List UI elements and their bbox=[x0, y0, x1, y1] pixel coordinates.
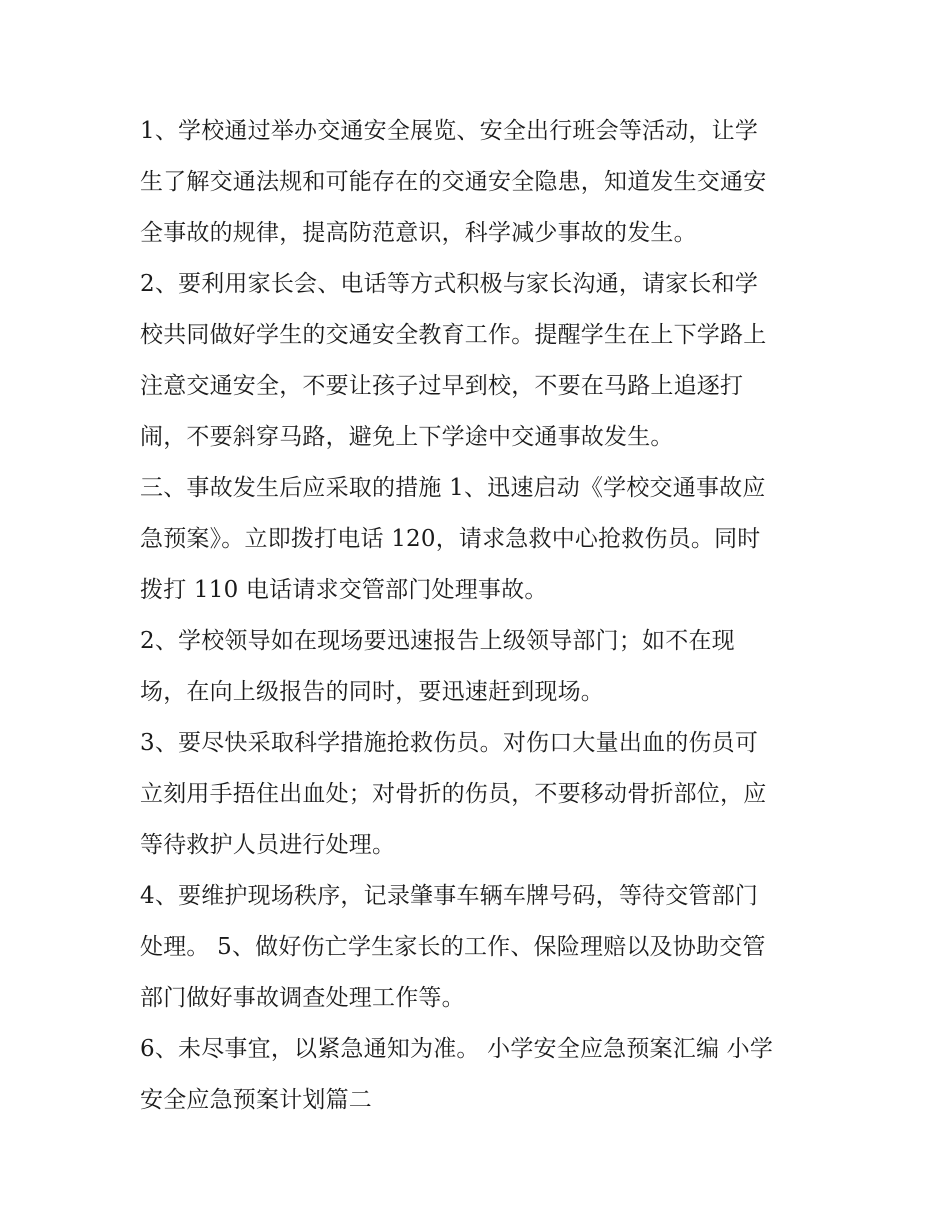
text-line: 急预案》。立即拨打电话 120，请求急救中心抢救伤员。同时 bbox=[140, 526, 761, 552]
text-line: 1、学校通过举办交通安全展览、安全出行班会等活动，让学 bbox=[140, 118, 759, 144]
text-line: 注意交通安全，不要让孩子过早到校，不要在马路上追逐打 bbox=[140, 373, 744, 399]
text-line: 全事故的规律，提高防范意识，科学减少事故的发生。 bbox=[140, 220, 697, 246]
text-line: 三、事故发生后应采取的措施 1、迅速启动《学校交通事故应 bbox=[140, 475, 766, 501]
text-line: 部门做好事故调查处理工作等。 bbox=[140, 985, 465, 1011]
text-line: 处理。 5、做好伤亡学生家长的工作、保险理赔以及协助交管 bbox=[140, 934, 766, 960]
text-line: 安全应急预案计划篇二 bbox=[140, 1087, 372, 1113]
text-line: 6、未尽事宜，以紧急通知为准。 小学安全应急预案汇编 小学 bbox=[140, 1036, 774, 1062]
text-line: 闹，不要斜穿马路，避免上下学途中交通事故发生。 bbox=[140, 424, 674, 450]
text-line: 2、要利用家长会、电话等方式积极与家长沟通，请家长和学 bbox=[140, 271, 759, 297]
text-line: 等待救护人员进行处理。 bbox=[140, 832, 396, 858]
text-line: 拨打 110 电话请求交管部门处理事故。 bbox=[140, 577, 548, 603]
text-line: 校共同做好学生的交通安全教育工作。提醒学生在上下学路上 bbox=[140, 322, 767, 348]
document-body bbox=[140, 106, 820, 1126]
text-line: 场，在向上级报告的同时，要迅速赶到现场。 bbox=[140, 679, 604, 705]
text-line: 2、学校领导如在现场要迅速报告上级领导部门；如不在现 bbox=[140, 628, 735, 654]
text-line: 生了解交通法规和可能存在的交通安全隐患，知道发生交通安 bbox=[140, 169, 767, 195]
text-line: 立刻用手捂住出血处；对骨折的伤员，不要移动骨折部位，应 bbox=[140, 781, 767, 807]
text-line: 4、要维护现场秩序，记录肇事车辆车牌号码，等待交管部门 bbox=[140, 883, 759, 909]
text-line: 3、要尽快采取科学措施抢救伤员。对伤口大量出血的伤员可 bbox=[140, 730, 759, 756]
